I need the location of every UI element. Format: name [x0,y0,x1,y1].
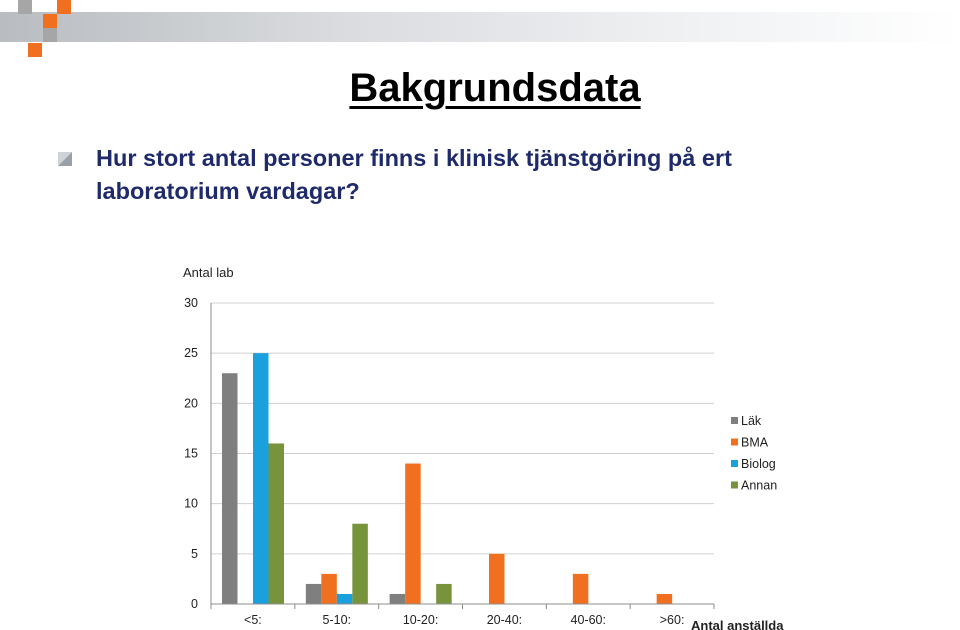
y-tick-label: 20 [184,396,198,411]
bar-annan [269,443,285,604]
legend-label: Biolog [741,457,776,471]
y-tick-label: 10 [184,496,198,511]
x-tick-label: 10-20: [402,613,439,627]
x-tick-label: 5-10: [322,613,351,627]
y-tick-label: 30 [184,296,198,310]
question-text: Hur stort antal personer finns i klinisk tjänstgöring på ert laboratorium vardagar? [96,145,732,204]
slide-title: Bakgrundsdata [349,66,641,110]
y-tick-label: 15 [184,446,198,461]
x-tick-label: >60: [659,613,685,627]
legend-swatch [731,417,738,424]
bar-bma [405,464,421,604]
y-axis-label: Antal lab [183,265,234,280]
x-tick-label: 20-40: [486,613,523,627]
grid-lines [211,303,714,554]
legend-label: Annan [741,478,778,493]
bar-läk [222,373,238,604]
legend-label: Läk [741,414,762,428]
bar-bma [657,594,673,604]
y-tick-label: 0 [191,597,198,611]
legend-swatch [731,439,738,446]
bar-annan [352,524,368,604]
y-tick-label: 25 [184,346,198,361]
legend [731,414,777,493]
bar-läk [306,584,322,604]
legend-swatch [731,482,738,489]
bar-annan [436,584,452,604]
x-tick-label: <5: [244,613,262,627]
x-tick-label: 40-60: [570,613,606,627]
bar-bma [489,554,505,604]
bar-biolog [253,353,269,604]
bars [222,353,672,604]
x-axis-label: Antal anställda [691,618,784,630]
y-tick-label: 5 [191,546,198,561]
legend-label: BMA [741,435,769,450]
bar-bma [573,574,589,604]
bar-biolog [337,594,353,604]
bar-bma [321,574,337,604]
bar-läk [390,594,406,604]
legend-swatch [731,460,738,467]
